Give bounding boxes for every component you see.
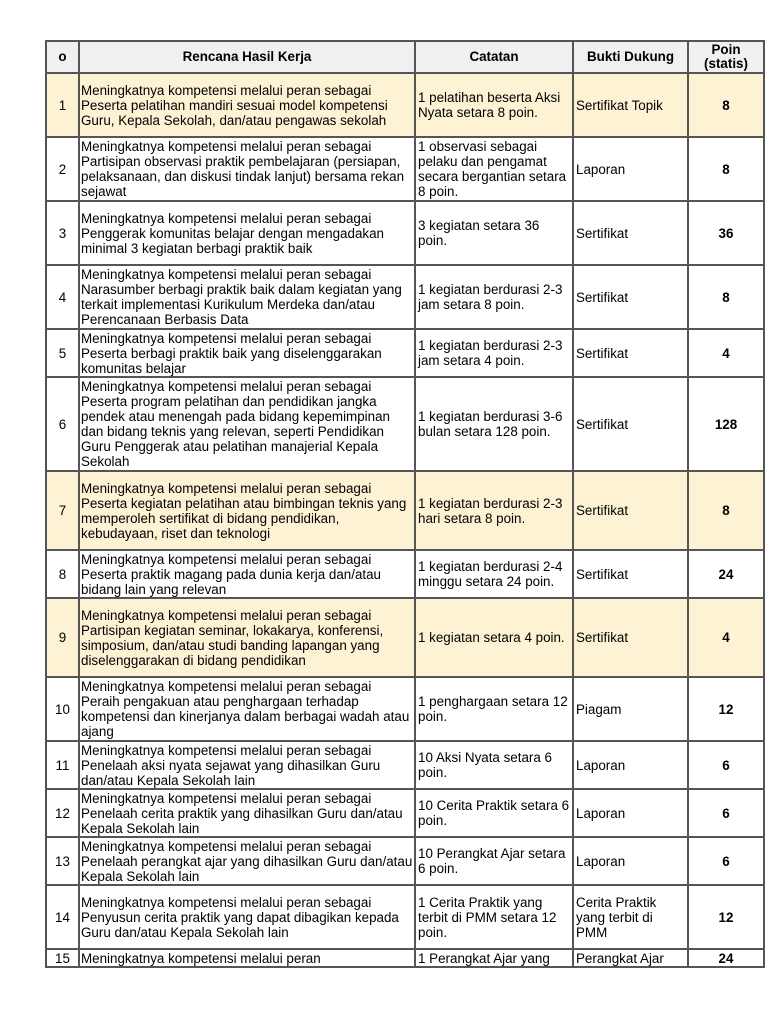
table-row (46, 201, 764, 265)
bukti-dukung-cell: Laporan (573, 789, 688, 837)
poin-cell: 36 (688, 201, 764, 265)
bukti-dukung-cell: Laporan (573, 741, 688, 789)
rencana-hasil-kerja-cell: Meningkatnya kompetensi melalui peran sebagai Peserta pelatihan mandiri sesuai model kompetensi Guru, Kepala Sekolah, dan/atau pengawas sekolah (79, 73, 415, 137)
bukti-dukung-cell: Sertifikat Topik (573, 73, 688, 137)
rencana-hasil-kerja-cell: Meningkatnya kompetensi melalui peran sebagai Narasumber berbagi praktik baik dalam kegiatan yang terkait implementasi Kurikulum Merdeka dan/atau Perencanaan Berbasis Data (79, 265, 415, 329)
poin-cell: 12 (688, 885, 764, 949)
row-number: 3 (46, 201, 79, 265)
row-number: 10 (46, 677, 79, 741)
header-no: o (46, 41, 79, 73)
header-poin: Poin (statis) (688, 41, 764, 73)
row-number: 11 (46, 741, 79, 789)
bukti-dukung-cell: Cerita Praktik yang terbit di PMM (573, 885, 688, 949)
rencana-hasil-kerja-cell: Meningkatnya kompetensi melalui peran sebagai Peserta kegiatan pelatihan atau bimbingan teknis yang memperoleh sertifikat di bidang pendidikan, kebudayaan, riset dan teknologi (79, 471, 415, 550)
rencana-hasil-kerja-cell: Meningkatnya kompetensi melalui peran sebagai Peserta berbagi praktik baik yang diselenggarakan komunitas belajar (79, 329, 415, 377)
table-header-row (46, 41, 764, 73)
row-number: 7 (46, 471, 79, 550)
bukti-dukung-cell: Perangkat Ajar (573, 949, 688, 967)
table-body (46, 73, 764, 967)
rencana-hasil-kerja-cell: Meningkatnya kompetensi melalui peran (79, 949, 415, 967)
bukti-dukung-cell: Laporan (573, 137, 688, 201)
table-row (46, 885, 764, 949)
table-row (46, 265, 764, 329)
catatan-cell: 1 pelatihan beserta Aksi Nyata setara 8 poin. (415, 73, 573, 137)
rencana-hasil-kerja-cell: Meningkatnya kompetensi melalui peran sebagai Peserta praktik magang pada dunia kerja dan/atau bidang lain yang relevan (79, 550, 415, 598)
poin-cell: 6 (688, 741, 764, 789)
rencana-hasil-kerja-cell: Meningkatnya kompetensi melalui peran sebagai Penyusun cerita praktik yang dapat dibagikan kepada Guru dan/atau Kepala Sekolah lain (79, 885, 415, 949)
table-row (46, 949, 764, 967)
header-catatan: Catatan (415, 41, 573, 73)
rencana-hasil-kerja-cell: Meningkatnya kompetensi melalui peran sebagai Partisipan kegiatan seminar, lokakarya, konferensi, simposium, dan/atau studi banding lapangan yang diselenggarakan di bidang pendidikan (79, 598, 415, 677)
poin-cell: 24 (688, 550, 764, 598)
catatan-cell: 10 Perangkat Ajar setara 6 poin. (415, 837, 573, 885)
rencana-hasil-kerja-cell: Meningkatnya kompetensi melalui peran sebagai Partisipan observasi praktik pembelajaran (persiapan, pelaksanaan, dan diskusi tindak lanjut) bersama rekan sejawat (79, 137, 415, 201)
row-number: 6 (46, 377, 79, 471)
poin-cell: 6 (688, 789, 764, 837)
poin-cell: 128 (688, 377, 764, 471)
rencana-hasil-kerja-cell: Meningkatnya kompetensi melalui peran sebagai Penelaah cerita praktik yang dihasilkan Guru dan/atau Kepala Sekolah lain (79, 789, 415, 837)
bukti-dukung-cell: Sertifikat (573, 550, 688, 598)
table-row (46, 377, 764, 471)
catatan-cell: 1 kegiatan berdurasi 3-6 bulan setara 128 poin. (415, 377, 573, 471)
catatan-cell: 1 kegiatan berdurasi 2-4 minggu setara 24 poin. (415, 550, 573, 598)
catatan-cell: 10 Cerita Praktik setara 6 poin. (415, 789, 573, 837)
row-number: 1 (46, 73, 79, 137)
table-row (46, 741, 764, 789)
catatan-cell: 1 kegiatan berdurasi 2-3 jam setara 4 poin. (415, 329, 573, 377)
catatan-cell: 1 Cerita Praktik yang terbit di PMM setara 12 poin. (415, 885, 573, 949)
header-bukti-dukung: Bukti Dukung (573, 41, 688, 73)
catatan-cell: 3 kegiatan setara 36 poin. (415, 201, 573, 265)
poin-cell: 12 (688, 677, 764, 741)
catatan-cell: 1 kegiatan berdurasi 2-3 jam setara 8 poin. (415, 265, 573, 329)
poin-cell: 4 (688, 329, 764, 377)
bukti-dukung-cell: Piagam (573, 677, 688, 741)
catatan-cell: 1 kegiatan berdurasi 2-3 hari setara 8 poin. (415, 471, 573, 550)
poin-cell: 8 (688, 137, 764, 201)
table-row (46, 598, 764, 677)
header-rencana-hasil-kerja: Rencana Hasil Kerja (79, 41, 415, 73)
table-row (46, 789, 764, 837)
row-number: 8 (46, 550, 79, 598)
row-number: 15 (46, 949, 79, 967)
catatan-cell: 1 penghargaan setara 12 poin. (415, 677, 573, 741)
bukti-dukung-cell: Sertifikat (573, 329, 688, 377)
poin-cell: 4 (688, 598, 764, 677)
rencana-hasil-kerja-cell: Meningkatnya kompetensi melalui peran sebagai Peraih pengakuan atau penghargaan terhadap kompetensi dan kinerjanya dalam berbagai wadah atau ajang (79, 677, 415, 741)
poin-cell: 8 (688, 471, 764, 550)
row-number: 14 (46, 885, 79, 949)
bukti-dukung-cell: Sertifikat (573, 265, 688, 329)
catatan-cell: 1 Perangkat Ajar yang (415, 949, 573, 967)
rencana-hasil-kerja-cell: Meningkatnya kompetensi melalui peran sebagai Penelaah perangkat ajar yang dihasilkan Guru dan/atau Kepala Sekolah lain (79, 837, 415, 885)
table-row (46, 550, 764, 598)
bukti-dukung-cell: Sertifikat (573, 471, 688, 550)
row-number: 13 (46, 837, 79, 885)
row-number: 9 (46, 598, 79, 677)
catatan-cell: 1 observasi sebagai pelaku dan pengamat secara bergantian setara 8 poin. (415, 137, 573, 201)
row-number: 4 (46, 265, 79, 329)
rencana-hasil-kerja-table (45, 40, 765, 968)
poin-cell: 8 (688, 265, 764, 329)
row-number: 12 (46, 789, 79, 837)
table-row (46, 677, 764, 741)
table-row (46, 73, 764, 137)
rencana-hasil-kerja-cell: Meningkatnya kompetensi melalui peran sebagai Penelaah aksi nyata sejawat yang dihasilkan Guru dan/atau Kepala Sekolah lain (79, 741, 415, 789)
catatan-cell: 10 Aksi Nyata setara 6 poin. (415, 741, 573, 789)
rencana-hasil-kerja-cell: Meningkatnya kompetensi melalui peran sebagai Penggerak komunitas belajar dengan mengadakan minimal 3 kegiatan berbagi praktik baik (79, 201, 415, 265)
rencana-hasil-kerja-cell: Meningkatnya kompetensi melalui peran sebagai Peserta program pelatihan dan pendidikan jangka pendek atau menengah pada bidang kepemimpinan dan bidang teknis yang relevan, seperti Pendidikan Guru Penggerak atau pelatihan manajerial Kepala Sekolah (79, 377, 415, 471)
bukti-dukung-cell: Sertifikat (573, 598, 688, 677)
row-number: 2 (46, 137, 79, 201)
document-page (45, 40, 763, 968)
poin-cell: 24 (688, 949, 764, 967)
table-row (46, 471, 764, 550)
table-row (46, 837, 764, 885)
bukti-dukung-cell: Sertifikat (573, 377, 688, 471)
bukti-dukung-cell: Laporan (573, 837, 688, 885)
row-number: 5 (46, 329, 79, 377)
catatan-cell: 1 kegiatan setara 4 poin. (415, 598, 573, 677)
poin-cell: 8 (688, 73, 764, 137)
table-row (46, 137, 764, 201)
poin-cell: 6 (688, 837, 764, 885)
table-row (46, 329, 764, 377)
bukti-dukung-cell: Sertifikat (573, 201, 688, 265)
